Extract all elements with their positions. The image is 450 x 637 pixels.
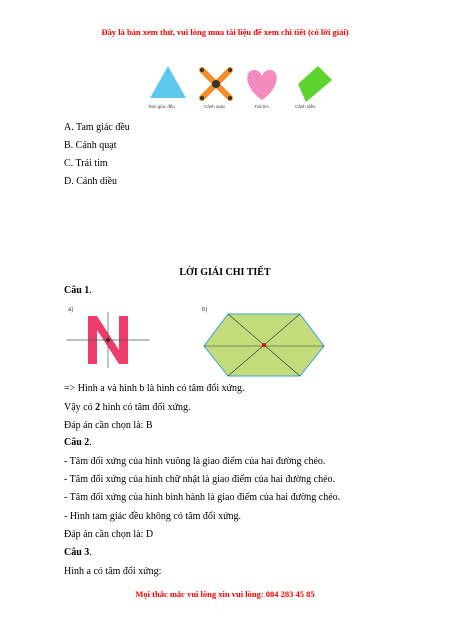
q2-line-2: - Tâm đối xứng của hình chữ nhật là giao điểm của hai đường chéo.: [64, 474, 336, 485]
caption-triangle: Tam giác đều: [148, 104, 175, 109]
question-3-label: Câu 3.: [64, 547, 92, 558]
question-1-label: Câu 1.: [64, 285, 92, 296]
triangle-shape: [150, 66, 186, 98]
fan-shape: [200, 68, 232, 100]
caption-fan: Cánh quạt: [204, 104, 225, 109]
q1-answer: Đáp án cần chọn là: B: [64, 420, 153, 431]
preview-banner: Đây là bản xem thử, vui lòng mua tài liệu để xem chi tiết (có lời giải): [101, 27, 349, 37]
figure-b-hexagon: [200, 310, 330, 380]
caption-heart: Trái tim: [254, 104, 269, 109]
figure-a-letter-n: [66, 312, 150, 368]
solution-heading: LỜI GIẢI CHI TIẾT: [179, 267, 271, 278]
q1-conclusion: => Hình a và hình b là hình có tâm đối xứng.: [64, 383, 245, 394]
q1-count: Vậy có 2 hình có tâm đối xứng.: [64, 402, 191, 413]
figure-a-label: a): [68, 307, 74, 313]
q2-line-4: - Hình tam giác đều không có tâm đối xứng.: [64, 511, 242, 522]
heart-shape: [247, 70, 276, 100]
caption-kite: Cánh diều: [295, 104, 316, 109]
q2-line-3: - Tâm đối xứng của hình bình hành là giao điểm của hai đường chéo.: [64, 492, 341, 503]
q2-answer: Đáp án cần chọn là: D: [64, 529, 154, 540]
option-a: A. Tam giác đều: [64, 122, 130, 133]
shapes-figure: [140, 60, 340, 120]
figure-b-label: b): [202, 307, 208, 313]
option-b: B. Cánh quạt: [64, 140, 117, 151]
q3-line-1: Hình a có tâm đối xứng:: [64, 566, 162, 577]
option-c: C. Trái tim: [64, 158, 108, 169]
q2-line-1: - Tâm đối xứng của hình vuông là giao điểm của hai đường chéo.: [64, 456, 326, 467]
contact-banner: Mọi thắc mắc vui lòng xin vui lòng: 084 283 45 85: [135, 589, 315, 599]
kite-shape: [298, 66, 332, 102]
question-2-label: Câu 2.: [64, 437, 92, 448]
option-d: D. Cánh diều: [64, 176, 118, 187]
